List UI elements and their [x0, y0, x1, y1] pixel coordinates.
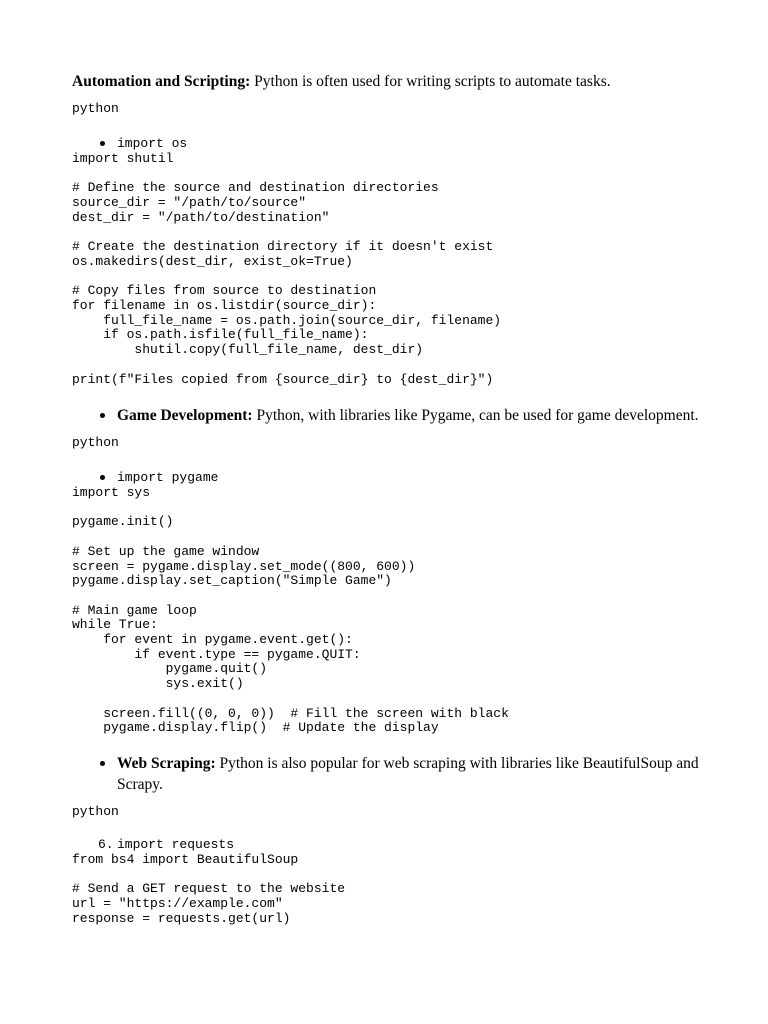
bullet-dot — [100, 141, 105, 146]
automation-text: Python is often used for writing scripts to automate tasks. — [250, 73, 611, 90]
bullet-dot — [100, 413, 105, 418]
web-scraping-lang-label: python — [72, 804, 119, 819]
list-number: 6. — [98, 837, 114, 852]
game-dev-code-first-line: import pygame — [117, 470, 219, 485]
web-scraping-text: Python is also popular for web scraping with libraries like BeautifulSoup and Scrapy. — [117, 755, 699, 793]
game-dev-heading: Game Development: — [117, 407, 253, 424]
automation-code-block: import shutil # Define the source and destination directories source_dir = "/path/to/source" dest_dir = "/path/to/destination" # Create the destination directory if it doesn't exist os.makedirs(dest_dir, exist_ok=True) # Copy files from source to destination for filename in os.listdir(source_dir): full_file_name = os.path.join(source_dir, filename) if os.path.isfile(full_file_name): shutil.copy(full_file_name, dest_dir) print(f"Files copied from {source_dir} to {dest_dir}") — [72, 151, 502, 387]
game-dev-code-block: import sys pygame.init() # Set up the game window screen = pygame.display.set_mode((800, 600)) pygame.display.set_caption("Simple Game") # Main game loop while True: for event in pygame.event.get(): if event.type == pygame.QUIT: pygame.quit() sys.exit() screen.fill((0, 0, 0)) # Fill the screen with black pygame.display.flip() # Update the display — [72, 485, 509, 736]
web-scraping-paragraph — [117, 753, 707, 795]
game-dev-paragraph — [117, 405, 717, 426]
web-scraping-code-block: from bs4 import BeautifulSoup # Send a GET request to the website url = "https://example.com" response = requests.get(url) — [72, 852, 346, 926]
web-scraping-code-first-line: import requests — [117, 837, 235, 852]
bullet-dot — [100, 475, 105, 480]
automation-lang-label: python — [72, 101, 119, 116]
automation-code-first-line: import os — [117, 136, 188, 151]
automation-paragraph — [72, 71, 611, 92]
bullet-dot — [100, 761, 105, 766]
game-dev-text: Python, with libraries like Pygame, can be used for game development. — [252, 407, 699, 424]
automation-heading: Automation and Scripting: — [72, 73, 251, 90]
game-dev-lang-label: python — [72, 435, 119, 450]
web-scraping-heading: Web Scraping: — [117, 755, 216, 772]
